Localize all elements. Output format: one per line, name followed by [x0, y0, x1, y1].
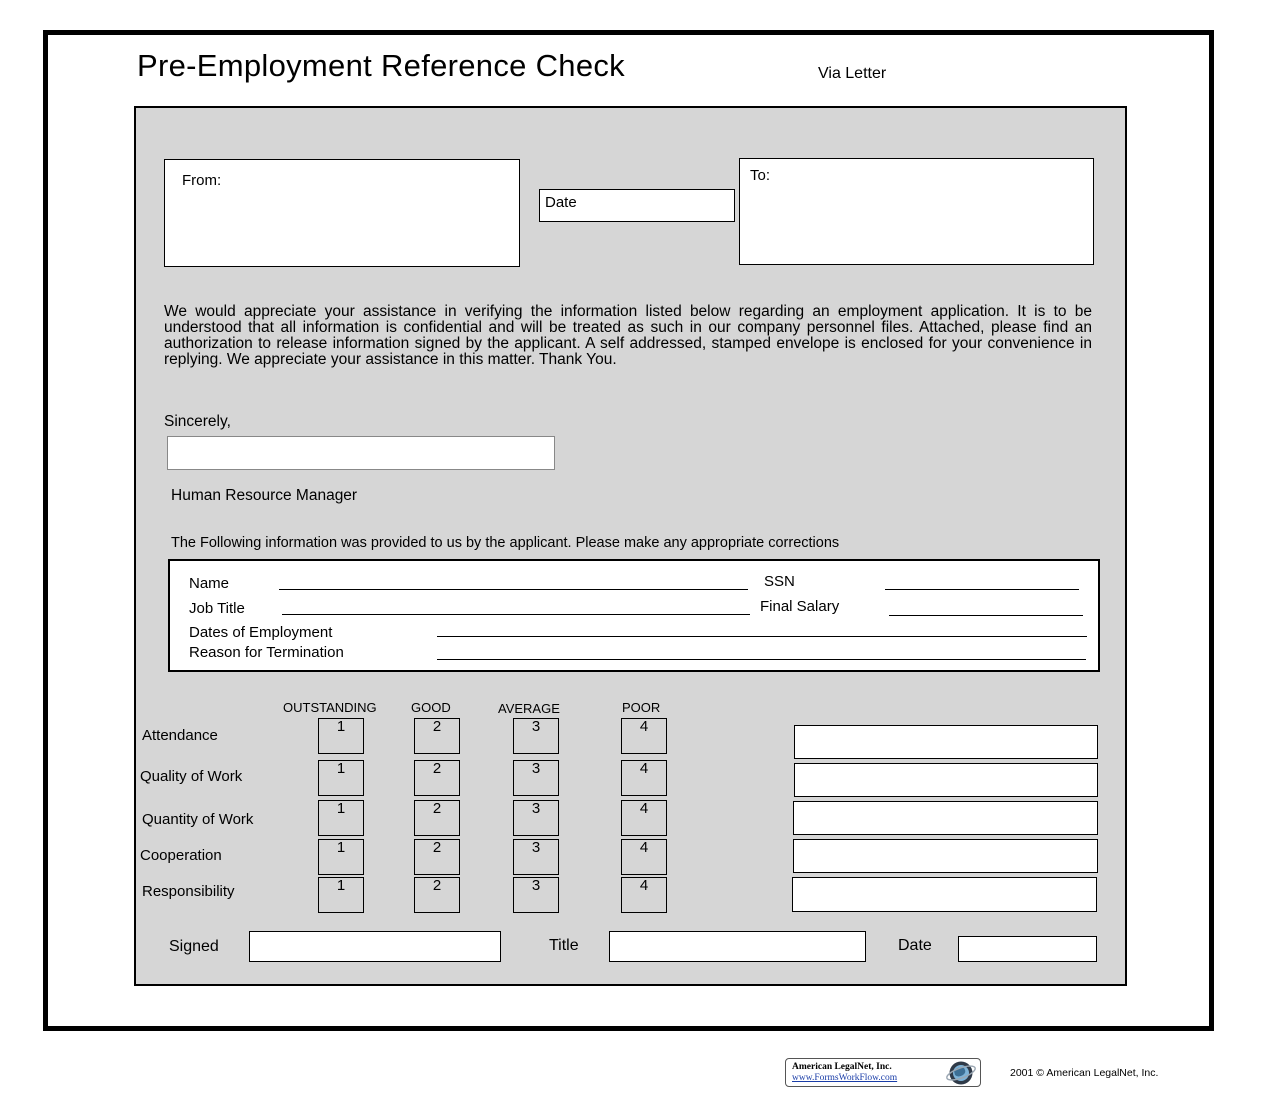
reason-label: Reason for Termination — [189, 644, 344, 661]
comment-cooperation[interactable] — [793, 839, 1098, 873]
score-attendance-4[interactable]: 4 — [621, 718, 667, 754]
signed-label: Signed — [169, 938, 219, 955]
score-attendance-2[interactable]: 2 — [414, 718, 460, 754]
final-salary-line[interactable] — [889, 615, 1083, 616]
score-responsibility-1[interactable]: 1 — [318, 877, 364, 913]
score-responsibility-4[interactable]: 4 — [621, 877, 667, 913]
score-quality-4[interactable]: 4 — [621, 760, 667, 796]
header-good: GOOD — [411, 700, 451, 715]
signature-field[interactable] — [167, 436, 555, 470]
name-line[interactable] — [279, 589, 748, 590]
job-title-line[interactable] — [282, 614, 750, 615]
final-salary-label: Final Salary — [760, 598, 840, 615]
row-label-quantity: Quantity of Work — [142, 811, 254, 828]
date-label: Date — [545, 194, 577, 211]
reason-line[interactable] — [437, 659, 1086, 660]
score-quantity-2[interactable]: 2 — [414, 800, 460, 836]
job-title-label: Job Title — [189, 600, 245, 617]
from-label: From: — [182, 172, 222, 189]
score-quality-3[interactable]: 3 — [513, 760, 559, 796]
ssn-label: SSN — [764, 573, 795, 590]
comment-attendance[interactable] — [794, 725, 1098, 759]
signed-field[interactable] — [249, 931, 501, 962]
header-poor: POOR — [622, 700, 661, 715]
score-quantity-3[interactable]: 3 — [513, 800, 559, 836]
comment-responsibility[interactable] — [792, 877, 1097, 912]
score-cooperation-4[interactable]: 4 — [621, 839, 667, 875]
score-cooperation-1[interactable]: 1 — [318, 839, 364, 875]
header-average: AVERAGE — [498, 701, 560, 716]
letter-body: We would appreciate your assistance in verifying the information listed below regarding an employment application. It is to be understood that all information is confidential and will be treated as such in our company personnel files. Attached, please find an authorization to release information signed by the applicant. A self addressed, stamped envelope is enclosed for your convenience in replying. We appreciate your assistance in this matter. Thank You. — [164, 303, 1092, 368]
score-attendance-1[interactable]: 1 — [318, 718, 364, 754]
signer-title: Human Resource Manager — [171, 487, 358, 504]
page-subtitle: Via Letter — [818, 65, 887, 82]
score-quality-1[interactable]: 1 — [318, 760, 364, 796]
comment-quantity[interactable] — [793, 801, 1098, 835]
applicant-intro: The Following information was provided to us by the applicant. Please make any appropriate corrections — [171, 535, 840, 551]
logo-company-name: American LegalNet, Inc. — [792, 1062, 892, 1072]
title-label: Title — [549, 937, 579, 954]
score-attendance-3[interactable]: 3 — [513, 718, 559, 754]
row-label-attendance: Attendance — [142, 727, 218, 744]
signoff-date-label: Date — [898, 937, 932, 954]
score-cooperation-3[interactable]: 3 — [513, 839, 559, 875]
dates-line[interactable] — [437, 636, 1087, 637]
company-logo — [785, 1058, 981, 1087]
row-label-quality: Quality of Work — [140, 768, 243, 785]
score-quantity-1[interactable]: 1 — [318, 800, 364, 836]
date-field[interactable] — [539, 189, 735, 222]
closing-text: Sincerely, — [164, 413, 231, 430]
copyright-text: 2001 © American LegalNet, Inc. — [1010, 1067, 1159, 1079]
row-label-responsibility: Responsibility — [142, 883, 235, 900]
score-responsibility-2[interactable]: 2 — [414, 877, 460, 913]
to-label: To: — [750, 167, 771, 184]
dates-label: Dates of Employment — [189, 624, 333, 641]
comment-quality[interactable] — [794, 763, 1098, 797]
name-label: Name — [189, 575, 230, 592]
page-title: Pre-Employment Reference Check — [137, 48, 625, 83]
row-label-cooperation: Cooperation — [140, 847, 222, 864]
signoff-date-field[interactable] — [958, 936, 1097, 962]
from-field[interactable] — [164, 159, 520, 267]
header-outstanding: OUTSTANDING — [283, 700, 377, 715]
score-quantity-4[interactable]: 4 — [621, 800, 667, 836]
globe-icon — [944, 1060, 978, 1086]
ssn-line[interactable] — [885, 589, 1079, 590]
title-field[interactable] — [609, 931, 866, 962]
score-cooperation-2[interactable]: 2 — [414, 839, 460, 875]
score-responsibility-3[interactable]: 3 — [513, 877, 559, 913]
score-quality-2[interactable]: 2 — [414, 760, 460, 796]
logo-url[interactable]: www.FormsWorkFlow.com — [792, 1073, 898, 1083]
to-field[interactable] — [739, 158, 1094, 265]
